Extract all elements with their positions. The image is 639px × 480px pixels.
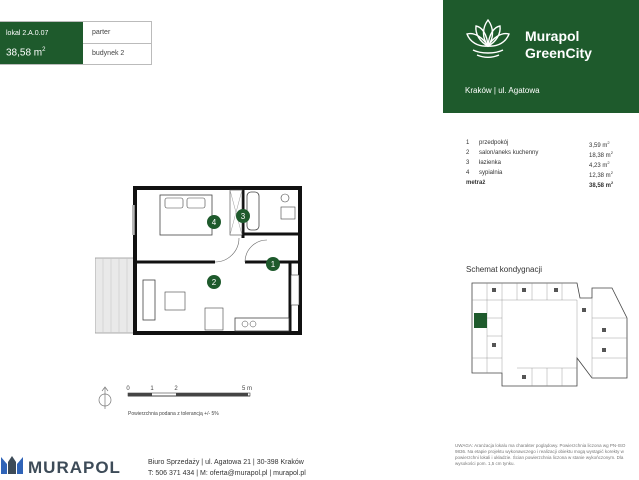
disclaimer-notice: UWAGA: Aranżacja lokalu ma charakter poglądowy. Powierzchnia liczona wg PN-ISO 9836. Na etapie projektu wykonawczego i realizacji obiektu mogą wystąpić korekty w powierzchni lokali i układzie. Ścian powierzchnia liczona w stanie wykończonym. Dla wysokości pom. 1,5 cm tynku. xyxy=(455,443,626,466)
scale-tick: 1 xyxy=(150,386,154,392)
scale-tick: 0 xyxy=(126,386,130,392)
murapol-logo-icon xyxy=(0,453,24,475)
room-marker xyxy=(207,215,221,229)
svg-text:4: 4 xyxy=(211,218,217,227)
brand-location: Kraków | ul. Agatowa xyxy=(465,86,540,95)
floor-schema-map xyxy=(462,278,632,388)
scale-tick: 5 m xyxy=(241,386,253,392)
info-divider xyxy=(83,43,151,44)
footer-company-name: MURAPOL xyxy=(28,458,121,477)
room-row: 3 łazienka 4,23 $m^2$ xyxy=(466,160,610,169)
room-marker xyxy=(266,257,280,271)
footer-contact: T: 506 371 434 | M: oferta@murapol.pl | murapol.pl xyxy=(148,470,306,477)
room-marker xyxy=(207,275,221,289)
room-row: 2 salon/aneks kuchenny 18,38 $m^2$ xyxy=(466,150,613,159)
area-tolerance-note: Powierzchnia podana z tolerancją +/- 5% xyxy=(128,411,219,417)
svg-text:3: 3 xyxy=(240,212,246,221)
unit-info-highlight xyxy=(0,22,83,64)
floor-schema-title: Schemat kondygnacji xyxy=(466,265,543,274)
rooms-table xyxy=(463,140,629,190)
brand-panel xyxy=(443,0,639,113)
unit-location-highlight xyxy=(474,313,487,328)
svg-text:2: 2 xyxy=(211,278,217,287)
floor-plan xyxy=(95,180,310,335)
total-area-row: metraż 38,58 $m^2$ xyxy=(466,180,614,189)
brand-name: Murapol GreenCity xyxy=(525,28,592,61)
unit-building: budynek 2 xyxy=(92,50,125,57)
room-row: 1 przedpokój 3,59 $m^2$ xyxy=(466,140,610,149)
room-marker xyxy=(236,209,250,223)
unit-number: lokal 2.A.0.07 xyxy=(6,30,49,37)
svg-text:1: 1 xyxy=(270,260,276,269)
lotus-logo-icon xyxy=(463,14,513,62)
unit-floor: parter xyxy=(92,29,111,36)
scale-bar xyxy=(95,383,270,411)
scale-tick: 2 xyxy=(174,386,178,392)
room-row: 4 sypialnia 12,38 $m^2$ xyxy=(466,170,613,179)
unit-area: 38,58 $m^2$ xyxy=(6,47,46,59)
footer-office-address: Biuro Sprzedaży | ul. Agatowa 21 | 30-398 Kraków xyxy=(148,459,304,466)
unit-info-box xyxy=(0,21,152,65)
